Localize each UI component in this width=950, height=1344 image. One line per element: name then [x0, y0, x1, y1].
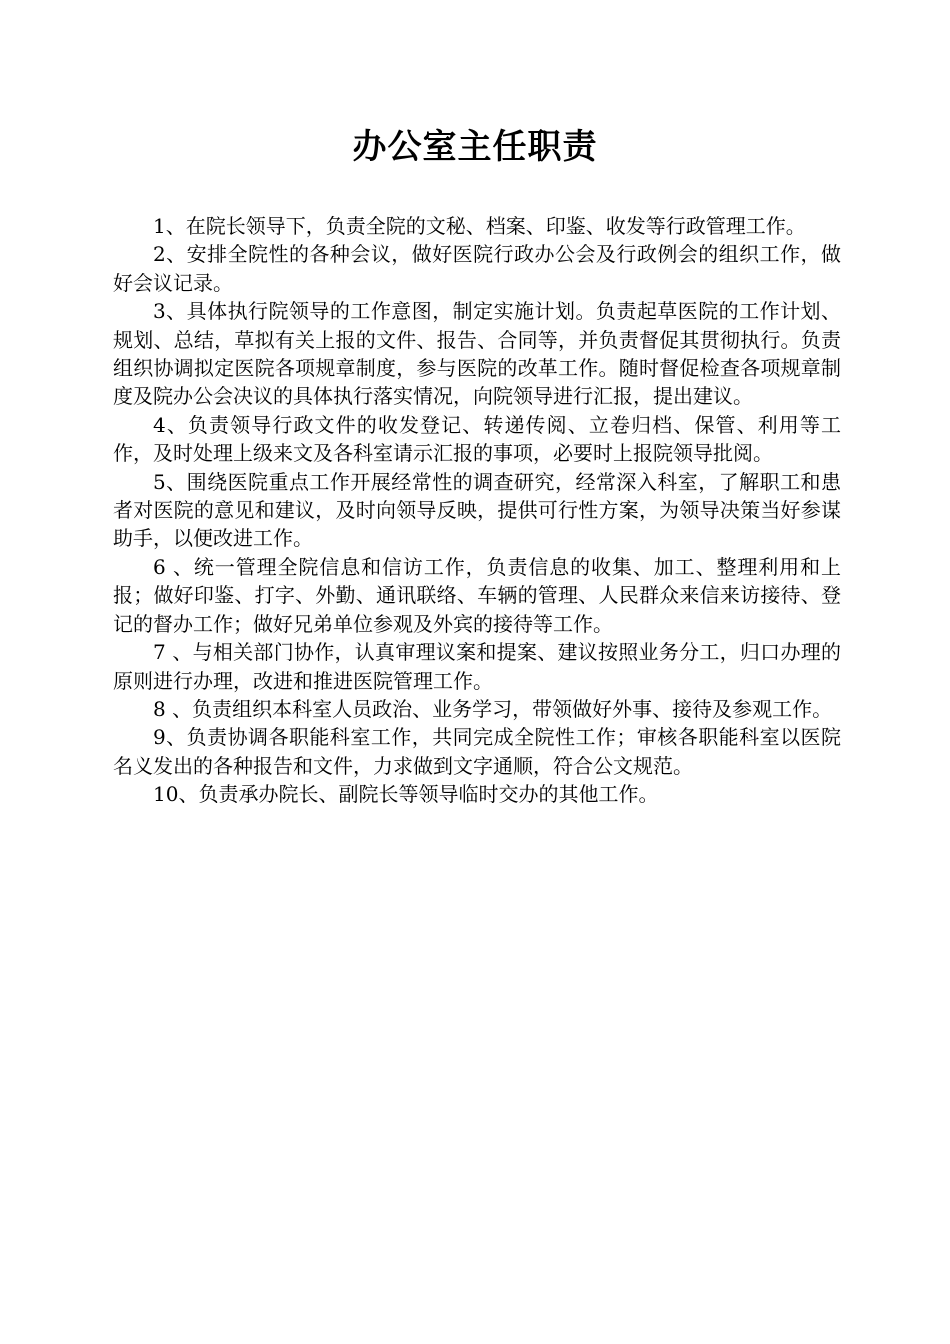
paragraph-4: 4、负责领导行政文件的收发登记、转递传阅、立卷归档、保管、利用等工作，及时处理上级来文及各科室请示汇报的事项，必要时上报院领导批阅。 — [113, 412, 841, 466]
paragraph-10: 10、负责承办院长、副院长等领导临时交办的其他工作。 — [153, 782, 659, 807]
paragraph-3: 3、具体执行院领导的工作意图，制定实施计划。负责起草医院的工作计划、规划、总结，草拟有关上报的文件、报告、合同等，并负责督促其贯彻执行。负责组织协调拟定医院各项规章制度，参与医院的改革工作。随时督促检查各项规章制度及院办公会决议的具体执行落实情况，向院领导进行汇报，提出建议。 — [113, 299, 841, 409]
paragraph-2: 2、安排全院性的各种会议，做好医院行政办公会及行政例会的组织工作，做好会议记录。 — [113, 242, 841, 295]
paragraph-1: 1、在院长领导下，负责全院的文秘、档案、印鉴、收发等行政管理工作。 — [153, 214, 806, 238]
document-title: 办公室主任职责 — [352, 127, 598, 167]
paragraph-8: 8 、负责组织本科室人员政治、业务学习，带领做好外事、接待及参观工作。 — [153, 696, 833, 721]
document-body — [113, 212, 841, 809]
paragraph-5: 5、围绕医院重点工作开展经常性的调查研究，经常深入科室，了解职工和患者对医院的意见和建议，及时向领导反映，提供可行性方案，为领导决策当好参谋助手，以便改进工作。 — [113, 469, 841, 551]
paragraph-9: 9、负责协调各职能科室工作，共同完成全院性工作；审核各职能科室以医院名义发出的各种报告和文件，力求做到文字通顺，符合公文规范。 — [113, 725, 841, 778]
paragraph-6: 6 、统一管理全院信息和信访工作，负责信息的收集、加工、整理利用和上报；做好印鉴、打字、外勤、通讯联络、车辆的管理、人民群众来信来访接待、登记的督办工作；做好兄弟单位参观及外宾的接待等工作。 — [113, 554, 841, 636]
paragraph-7: 7 、与相关部门协作，认真审理议案和提案、建议按照业务分工，归口办理的原则进行办理，改进和推进医院管理工作。 — [113, 640, 841, 693]
